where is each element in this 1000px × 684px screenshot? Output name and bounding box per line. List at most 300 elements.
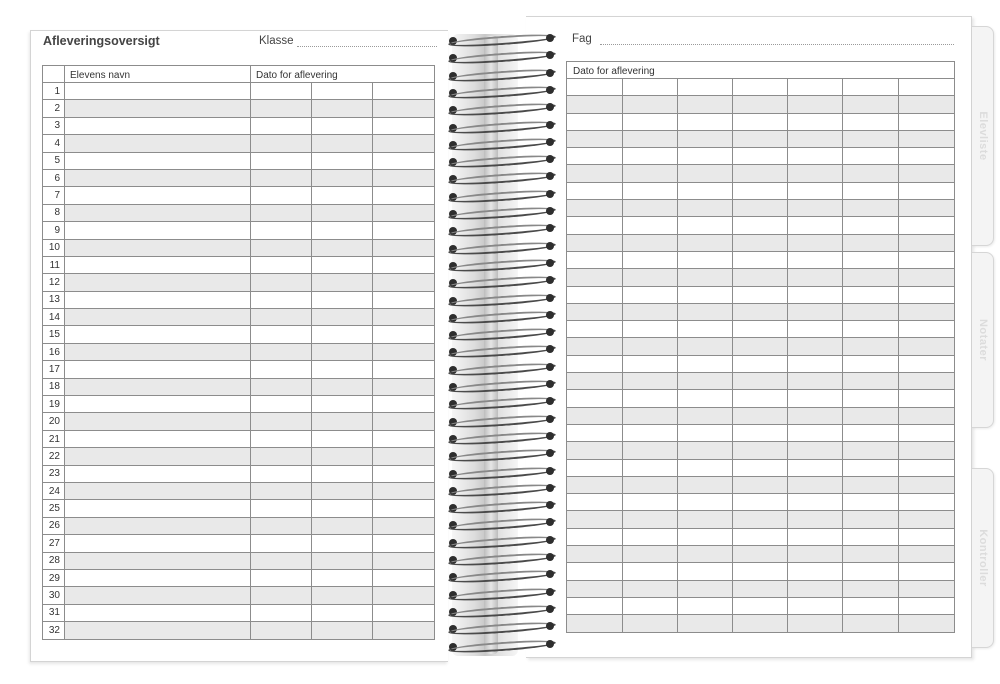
date-cell[interactable] xyxy=(843,563,899,580)
date-cell[interactable] xyxy=(567,563,623,580)
date-cell[interactable] xyxy=(733,580,788,597)
date-cell[interactable] xyxy=(373,517,435,534)
date-cell[interactable] xyxy=(788,511,843,528)
date-cell[interactable] xyxy=(843,200,899,217)
date-cell[interactable] xyxy=(251,430,312,447)
date-cell[interactable] xyxy=(733,269,788,286)
date-cell[interactable] xyxy=(678,407,733,424)
date-cell[interactable] xyxy=(788,303,843,320)
date-cell[interactable] xyxy=(567,165,623,182)
date-cell[interactable] xyxy=(843,528,899,545)
date-cell[interactable] xyxy=(373,535,435,552)
date-cell[interactable] xyxy=(733,338,788,355)
student-name-cell[interactable] xyxy=(65,535,251,552)
date-cell[interactable] xyxy=(623,597,678,614)
date-cell[interactable] xyxy=(373,482,435,499)
date-cell[interactable] xyxy=(312,291,373,308)
date-cell[interactable] xyxy=(623,234,678,251)
date-cell[interactable] xyxy=(788,165,843,182)
date-cell[interactable] xyxy=(373,309,435,326)
date-cell[interactable] xyxy=(843,130,899,147)
date-cell[interactable] xyxy=(251,448,312,465)
student-name-cell[interactable] xyxy=(65,222,251,239)
student-name-cell[interactable] xyxy=(65,135,251,152)
date-cell[interactable] xyxy=(678,96,733,113)
date-cell[interactable] xyxy=(678,546,733,563)
student-name-cell[interactable] xyxy=(65,361,251,378)
date-cell[interactable] xyxy=(899,217,955,234)
date-cell[interactable] xyxy=(567,338,623,355)
date-cell[interactable] xyxy=(567,269,623,286)
date-cell[interactable] xyxy=(733,251,788,268)
date-cell[interactable] xyxy=(678,459,733,476)
student-name-cell[interactable] xyxy=(65,256,251,273)
date-cell[interactable] xyxy=(678,563,733,580)
date-cell[interactable] xyxy=(899,580,955,597)
date-cell[interactable] xyxy=(899,424,955,441)
date-cell[interactable] xyxy=(312,83,373,100)
date-cell[interactable] xyxy=(312,482,373,499)
date-cell[interactable] xyxy=(567,580,623,597)
date-cell[interactable] xyxy=(678,390,733,407)
date-cell[interactable] xyxy=(843,182,899,199)
student-name-cell[interactable] xyxy=(65,83,251,100)
date-cell[interactable] xyxy=(899,148,955,165)
date-cell[interactable] xyxy=(678,182,733,199)
date-cell[interactable] xyxy=(567,79,623,96)
date-cell[interactable] xyxy=(788,442,843,459)
date-cell[interactable] xyxy=(678,269,733,286)
student-name-cell[interactable] xyxy=(65,500,251,517)
date-cell[interactable] xyxy=(623,476,678,493)
date-cell[interactable] xyxy=(733,130,788,147)
date-cell[interactable] xyxy=(843,217,899,234)
date-cell[interactable] xyxy=(678,217,733,234)
date-cell[interactable] xyxy=(788,182,843,199)
date-cell[interactable] xyxy=(623,148,678,165)
date-cell[interactable] xyxy=(623,390,678,407)
date-cell[interactable] xyxy=(899,234,955,251)
date-cell[interactable] xyxy=(567,303,623,320)
date-cell[interactable] xyxy=(788,113,843,130)
date-cell[interactable] xyxy=(373,256,435,273)
date-cell[interactable] xyxy=(312,204,373,221)
date-cell[interactable] xyxy=(251,604,312,621)
date-cell[interactable] xyxy=(567,182,623,199)
date-cell[interactable] xyxy=(623,615,678,632)
date-cell[interactable] xyxy=(623,511,678,528)
date-cell[interactable] xyxy=(843,442,899,459)
date-cell[interactable] xyxy=(733,200,788,217)
date-cell[interactable] xyxy=(373,500,435,517)
date-cell[interactable] xyxy=(843,407,899,424)
date-cell[interactable] xyxy=(788,355,843,372)
date-cell[interactable] xyxy=(899,303,955,320)
date-cell[interactable] xyxy=(251,152,312,169)
date-cell[interactable] xyxy=(623,113,678,130)
date-cell[interactable] xyxy=(623,303,678,320)
date-cell[interactable] xyxy=(251,187,312,204)
date-cell[interactable] xyxy=(312,256,373,273)
date-cell[interactable] xyxy=(312,517,373,534)
student-name-cell[interactable] xyxy=(65,517,251,534)
fag-field-line[interactable] xyxy=(600,44,954,45)
date-cell[interactable] xyxy=(567,113,623,130)
date-cell[interactable] xyxy=(373,187,435,204)
date-cell[interactable] xyxy=(373,413,435,430)
date-cell[interactable] xyxy=(899,182,955,199)
date-cell[interactable] xyxy=(733,96,788,113)
date-cell[interactable] xyxy=(312,326,373,343)
student-name-cell[interactable] xyxy=(65,552,251,569)
student-name-cell[interactable] xyxy=(65,169,251,186)
date-cell[interactable] xyxy=(623,286,678,303)
date-cell[interactable] xyxy=(678,303,733,320)
date-cell[interactable] xyxy=(678,113,733,130)
student-name-cell[interactable] xyxy=(65,343,251,360)
date-cell[interactable] xyxy=(373,552,435,569)
date-cell[interactable] xyxy=(843,113,899,130)
date-cell[interactable] xyxy=(251,535,312,552)
date-cell[interactable] xyxy=(843,338,899,355)
date-cell[interactable] xyxy=(788,269,843,286)
date-cell[interactable] xyxy=(373,465,435,482)
date-cell[interactable] xyxy=(312,152,373,169)
student-name-cell[interactable] xyxy=(65,309,251,326)
date-cell[interactable] xyxy=(567,442,623,459)
date-cell[interactable] xyxy=(567,407,623,424)
date-cell[interactable] xyxy=(788,528,843,545)
date-cell[interactable] xyxy=(623,442,678,459)
date-cell[interactable] xyxy=(899,597,955,614)
date-cell[interactable] xyxy=(567,459,623,476)
date-cell[interactable] xyxy=(788,407,843,424)
date-cell[interactable] xyxy=(623,563,678,580)
student-name-cell[interactable] xyxy=(65,152,251,169)
date-cell[interactable] xyxy=(373,204,435,221)
date-cell[interactable] xyxy=(899,79,955,96)
date-cell[interactable] xyxy=(312,169,373,186)
date-cell[interactable] xyxy=(312,309,373,326)
date-cell[interactable] xyxy=(678,130,733,147)
date-cell[interactable] xyxy=(678,373,733,390)
date-cell[interactable] xyxy=(733,165,788,182)
date-cell[interactable] xyxy=(843,79,899,96)
date-cell[interactable] xyxy=(788,546,843,563)
date-cell[interactable] xyxy=(312,622,373,639)
date-cell[interactable] xyxy=(251,256,312,273)
side-tab-3[interactable] xyxy=(972,468,994,648)
date-cell[interactable] xyxy=(567,390,623,407)
date-cell[interactable] xyxy=(251,222,312,239)
date-cell[interactable] xyxy=(733,407,788,424)
date-cell[interactable] xyxy=(251,465,312,482)
date-cell[interactable] xyxy=(788,234,843,251)
date-cell[interactable] xyxy=(251,274,312,291)
date-cell[interactable] xyxy=(899,338,955,355)
date-cell[interactable] xyxy=(251,169,312,186)
date-cell[interactable] xyxy=(899,113,955,130)
date-cell[interactable] xyxy=(788,580,843,597)
date-cell[interactable] xyxy=(733,546,788,563)
date-cell[interactable] xyxy=(251,117,312,134)
klasse-field-line[interactable] xyxy=(297,46,437,47)
date-cell[interactable] xyxy=(567,511,623,528)
date-cell[interactable] xyxy=(373,83,435,100)
date-cell[interactable] xyxy=(251,204,312,221)
date-cell[interactable] xyxy=(843,580,899,597)
date-cell[interactable] xyxy=(788,200,843,217)
date-cell[interactable] xyxy=(843,303,899,320)
date-cell[interactable] xyxy=(733,615,788,632)
date-cell[interactable] xyxy=(899,511,955,528)
date-cell[interactable] xyxy=(788,130,843,147)
date-cell[interactable] xyxy=(899,200,955,217)
date-cell[interactable] xyxy=(788,494,843,511)
date-cell[interactable] xyxy=(623,251,678,268)
date-cell[interactable] xyxy=(843,251,899,268)
date-cell[interactable] xyxy=(788,424,843,441)
date-cell[interactable] xyxy=(623,580,678,597)
date-cell[interactable] xyxy=(733,148,788,165)
date-cell[interactable] xyxy=(312,587,373,604)
date-cell[interactable] xyxy=(373,604,435,621)
date-cell[interactable] xyxy=(251,291,312,308)
student-name-cell[interactable] xyxy=(65,378,251,395)
date-cell[interactable] xyxy=(567,130,623,147)
date-cell[interactable] xyxy=(788,615,843,632)
date-cell[interactable] xyxy=(312,135,373,152)
date-cell[interactable] xyxy=(678,148,733,165)
date-cell[interactable] xyxy=(788,459,843,476)
date-cell[interactable] xyxy=(678,321,733,338)
side-tab-2[interactable] xyxy=(972,252,994,428)
date-cell[interactable] xyxy=(899,269,955,286)
date-cell[interactable] xyxy=(567,476,623,493)
date-cell[interactable] xyxy=(312,343,373,360)
date-cell[interactable] xyxy=(899,546,955,563)
date-cell[interactable] xyxy=(788,321,843,338)
date-cell[interactable] xyxy=(373,117,435,134)
date-cell[interactable] xyxy=(373,343,435,360)
date-cell[interactable] xyxy=(843,597,899,614)
date-cell[interactable] xyxy=(567,546,623,563)
date-cell[interactable] xyxy=(733,528,788,545)
date-cell[interactable] xyxy=(788,390,843,407)
date-cell[interactable] xyxy=(678,286,733,303)
date-cell[interactable] xyxy=(678,424,733,441)
date-cell[interactable] xyxy=(251,413,312,430)
date-cell[interactable] xyxy=(251,309,312,326)
date-cell[interactable] xyxy=(678,615,733,632)
date-cell[interactable] xyxy=(678,597,733,614)
student-name-cell[interactable] xyxy=(65,448,251,465)
date-cell[interactable] xyxy=(623,165,678,182)
student-name-cell[interactable] xyxy=(65,587,251,604)
date-cell[interactable] xyxy=(251,569,312,586)
date-cell[interactable] xyxy=(567,321,623,338)
date-cell[interactable] xyxy=(788,476,843,493)
date-cell[interactable] xyxy=(373,169,435,186)
date-cell[interactable] xyxy=(733,494,788,511)
student-name-cell[interactable] xyxy=(65,482,251,499)
date-cell[interactable] xyxy=(623,355,678,372)
date-cell[interactable] xyxy=(251,517,312,534)
student-name-cell[interactable] xyxy=(65,117,251,134)
date-cell[interactable] xyxy=(623,494,678,511)
date-cell[interactable] xyxy=(843,165,899,182)
date-cell[interactable] xyxy=(788,286,843,303)
date-cell[interactable] xyxy=(623,200,678,217)
date-cell[interactable] xyxy=(251,500,312,517)
date-cell[interactable] xyxy=(567,148,623,165)
date-cell[interactable] xyxy=(312,430,373,447)
date-cell[interactable] xyxy=(251,622,312,639)
date-cell[interactable] xyxy=(623,407,678,424)
date-cell[interactable] xyxy=(373,430,435,447)
date-cell[interactable] xyxy=(843,234,899,251)
date-cell[interactable] xyxy=(312,396,373,413)
date-cell[interactable] xyxy=(312,500,373,517)
date-cell[interactable] xyxy=(899,355,955,372)
date-cell[interactable] xyxy=(678,251,733,268)
date-cell[interactable] xyxy=(899,563,955,580)
student-name-cell[interactable] xyxy=(65,413,251,430)
side-tab-1[interactable] xyxy=(972,26,994,246)
date-cell[interactable] xyxy=(623,424,678,441)
date-cell[interactable] xyxy=(623,130,678,147)
student-name-cell[interactable] xyxy=(65,187,251,204)
date-cell[interactable] xyxy=(373,291,435,308)
date-cell[interactable] xyxy=(678,511,733,528)
date-cell[interactable] xyxy=(251,552,312,569)
date-cell[interactable] xyxy=(623,338,678,355)
date-cell[interactable] xyxy=(623,79,678,96)
date-cell[interactable] xyxy=(733,79,788,96)
date-cell[interactable] xyxy=(843,390,899,407)
date-cell[interactable] xyxy=(678,200,733,217)
date-cell[interactable] xyxy=(312,361,373,378)
date-cell[interactable] xyxy=(567,355,623,372)
date-cell[interactable] xyxy=(567,217,623,234)
date-cell[interactable] xyxy=(899,390,955,407)
date-cell[interactable] xyxy=(373,152,435,169)
date-cell[interactable] xyxy=(373,239,435,256)
date-cell[interactable] xyxy=(899,442,955,459)
date-cell[interactable] xyxy=(623,321,678,338)
date-cell[interactable] xyxy=(373,274,435,291)
student-name-cell[interactable] xyxy=(65,326,251,343)
date-cell[interactable] xyxy=(733,511,788,528)
date-cell[interactable] xyxy=(788,563,843,580)
date-cell[interactable] xyxy=(251,482,312,499)
date-cell[interactable] xyxy=(567,234,623,251)
date-cell[interactable] xyxy=(733,373,788,390)
date-cell[interactable] xyxy=(733,563,788,580)
date-cell[interactable] xyxy=(899,251,955,268)
date-cell[interactable] xyxy=(567,251,623,268)
date-cell[interactable] xyxy=(788,251,843,268)
date-cell[interactable] xyxy=(843,96,899,113)
date-cell[interactable] xyxy=(788,96,843,113)
date-cell[interactable] xyxy=(567,494,623,511)
date-cell[interactable] xyxy=(623,182,678,199)
date-cell[interactable] xyxy=(251,378,312,395)
date-cell[interactable] xyxy=(312,187,373,204)
date-cell[interactable] xyxy=(843,459,899,476)
student-name-cell[interactable] xyxy=(65,239,251,256)
date-cell[interactable] xyxy=(312,465,373,482)
date-cell[interactable] xyxy=(843,286,899,303)
date-cell[interactable] xyxy=(678,528,733,545)
date-cell[interactable] xyxy=(733,286,788,303)
date-cell[interactable] xyxy=(567,528,623,545)
student-name-cell[interactable] xyxy=(65,396,251,413)
date-cell[interactable] xyxy=(373,361,435,378)
date-cell[interactable] xyxy=(733,321,788,338)
date-cell[interactable] xyxy=(843,269,899,286)
date-cell[interactable] xyxy=(733,234,788,251)
date-cell[interactable] xyxy=(623,546,678,563)
date-cell[interactable] xyxy=(373,622,435,639)
date-cell[interactable] xyxy=(373,135,435,152)
student-name-cell[interactable] xyxy=(65,100,251,117)
student-name-cell[interactable] xyxy=(65,622,251,639)
date-cell[interactable] xyxy=(373,100,435,117)
date-cell[interactable] xyxy=(678,355,733,372)
date-cell[interactable] xyxy=(788,338,843,355)
date-cell[interactable] xyxy=(899,286,955,303)
date-cell[interactable] xyxy=(251,361,312,378)
date-cell[interactable] xyxy=(899,476,955,493)
student-name-cell[interactable] xyxy=(65,291,251,308)
student-name-cell[interactable] xyxy=(65,204,251,221)
date-cell[interactable] xyxy=(733,597,788,614)
date-cell[interactable] xyxy=(623,96,678,113)
date-cell[interactable] xyxy=(312,378,373,395)
date-cell[interactable] xyxy=(373,378,435,395)
date-cell[interactable] xyxy=(373,448,435,465)
date-cell[interactable] xyxy=(623,217,678,234)
date-cell[interactable] xyxy=(312,552,373,569)
date-cell[interactable] xyxy=(623,269,678,286)
date-cell[interactable] xyxy=(899,321,955,338)
date-cell[interactable] xyxy=(899,373,955,390)
date-cell[interactable] xyxy=(678,476,733,493)
date-cell[interactable] xyxy=(899,96,955,113)
date-cell[interactable] xyxy=(312,222,373,239)
date-cell[interactable] xyxy=(678,580,733,597)
date-cell[interactable] xyxy=(733,390,788,407)
date-cell[interactable] xyxy=(251,587,312,604)
date-cell[interactable] xyxy=(733,424,788,441)
date-cell[interactable] xyxy=(678,494,733,511)
date-cell[interactable] xyxy=(899,459,955,476)
date-cell[interactable] xyxy=(899,494,955,511)
student-name-cell[interactable] xyxy=(65,274,251,291)
date-cell[interactable] xyxy=(251,396,312,413)
date-cell[interactable] xyxy=(733,303,788,320)
date-cell[interactable] xyxy=(623,459,678,476)
date-cell[interactable] xyxy=(312,274,373,291)
date-cell[interactable] xyxy=(733,217,788,234)
date-cell[interactable] xyxy=(788,148,843,165)
date-cell[interactable] xyxy=(623,373,678,390)
date-cell[interactable] xyxy=(678,234,733,251)
date-cell[interactable] xyxy=(623,528,678,545)
date-cell[interactable] xyxy=(843,424,899,441)
date-cell[interactable] xyxy=(373,222,435,239)
